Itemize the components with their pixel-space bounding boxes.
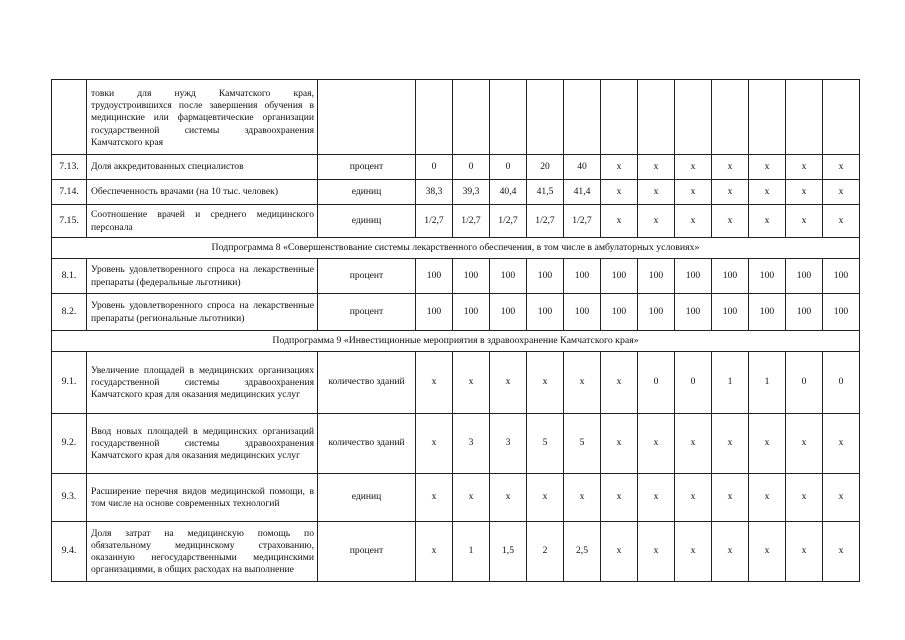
value-cell: 3 bbox=[490, 414, 527, 474]
row-number bbox=[52, 80, 87, 155]
value-cell: 41,5 bbox=[527, 180, 564, 205]
value-cell: 100 bbox=[416, 259, 453, 294]
value-cell: x bbox=[416, 414, 453, 474]
value-cell: 100 bbox=[601, 259, 638, 294]
value-cell: x bbox=[749, 414, 786, 474]
value-cell: x bbox=[823, 414, 860, 474]
value-cell: x bbox=[453, 474, 490, 522]
value-cell: x bbox=[712, 414, 749, 474]
table-row bbox=[52, 414, 860, 474]
value-cell: 100 bbox=[601, 294, 638, 331]
table-row bbox=[52, 352, 860, 414]
value-cell: x bbox=[675, 414, 712, 474]
value-cell: 100 bbox=[823, 259, 860, 294]
indicators-table bbox=[51, 79, 860, 582]
value-cell: 1/2,7 bbox=[564, 205, 601, 238]
value-cell: x bbox=[712, 522, 749, 582]
row-number: 7.14. bbox=[52, 180, 87, 205]
value-cell: 100 bbox=[786, 259, 823, 294]
value-cell: 0 bbox=[823, 352, 860, 414]
value-cell: 1/2,7 bbox=[490, 205, 527, 238]
value-cell: x bbox=[786, 414, 823, 474]
value-cell: x bbox=[416, 352, 453, 414]
value-cell: 0 bbox=[416, 155, 453, 180]
row-number: 9.2. bbox=[52, 414, 87, 474]
value-cell: x bbox=[823, 522, 860, 582]
value-cell: 38,3 bbox=[416, 180, 453, 205]
value-cell: 100 bbox=[675, 259, 712, 294]
value-cell: x bbox=[527, 474, 564, 522]
value-cell: x bbox=[712, 205, 749, 238]
value-cell: x bbox=[786, 522, 823, 582]
value-cell: x bbox=[786, 180, 823, 205]
value-cell: x bbox=[786, 474, 823, 522]
value-cell: 5 bbox=[564, 414, 601, 474]
value-cell bbox=[675, 80, 712, 155]
indicator-name: товки для нужд Камчатского края, трудоустроившихся после завершения обучения в медицинские или фармацевтические организации государственной системы здравоохранения Камчатского края bbox=[87, 80, 318, 155]
value-cell: 20 bbox=[527, 155, 564, 180]
value-cell: 100 bbox=[453, 294, 490, 331]
value-cell: 100 bbox=[712, 294, 749, 331]
value-cell: x bbox=[601, 352, 638, 414]
table-row bbox=[52, 474, 860, 522]
value-cell: x bbox=[638, 180, 675, 205]
value-cell: x bbox=[601, 180, 638, 205]
value-cell: x bbox=[823, 474, 860, 522]
indicator-name: Доля аккредитованных специалистов bbox=[87, 155, 318, 180]
value-cell: x bbox=[638, 155, 675, 180]
value-cell: x bbox=[675, 474, 712, 522]
unit-cell: количество зданий bbox=[318, 352, 416, 414]
value-cell: 100 bbox=[749, 259, 786, 294]
value-cell: x bbox=[490, 352, 527, 414]
indicator-name: Увеличение площадей в медицинских организациях государственной системы здравоохранения Камчатского края для оказания медицинских услуг bbox=[87, 352, 318, 414]
value-cell: 1 bbox=[712, 352, 749, 414]
value-cell: x bbox=[749, 474, 786, 522]
value-cell: 2 bbox=[527, 522, 564, 582]
value-cell: x bbox=[601, 522, 638, 582]
indicator-name: Уровень удовлетворенного спроса на лекарственные препараты (региональные льготники) bbox=[87, 294, 318, 331]
value-cell: x bbox=[675, 155, 712, 180]
value-cell bbox=[749, 80, 786, 155]
row-number: 8.1. bbox=[52, 259, 87, 294]
value-cell: x bbox=[601, 414, 638, 474]
value-cell: x bbox=[601, 155, 638, 180]
unit-cell: единиц bbox=[318, 474, 416, 522]
value-cell: 100 bbox=[527, 294, 564, 331]
value-cell bbox=[564, 80, 601, 155]
value-cell: 1/2,7 bbox=[453, 205, 490, 238]
value-cell: x bbox=[675, 522, 712, 582]
indicator-name: Ввод новых площадей в медицинских организаций государственной системы здравоохранения Камчатского края для оказания медицинских услуг bbox=[87, 414, 318, 474]
value-cell: 100 bbox=[490, 259, 527, 294]
indicator-name: Расширение перечня видов медицинской помощи, в том числе на основе современных технологий bbox=[87, 474, 318, 522]
value-cell bbox=[638, 80, 675, 155]
value-cell: 100 bbox=[564, 259, 601, 294]
value-cell: x bbox=[675, 205, 712, 238]
value-cell: x bbox=[823, 155, 860, 180]
value-cell: x bbox=[638, 205, 675, 238]
row-number: 7.15. bbox=[52, 205, 87, 238]
value-cell: x bbox=[786, 155, 823, 180]
table-row bbox=[52, 180, 860, 205]
value-cell bbox=[786, 80, 823, 155]
value-cell: 1 bbox=[749, 352, 786, 414]
value-cell: x bbox=[712, 180, 749, 205]
table-row bbox=[52, 294, 860, 331]
unit-cell: процент bbox=[318, 522, 416, 582]
value-cell: x bbox=[638, 474, 675, 522]
table-row bbox=[52, 155, 860, 180]
unit-cell: процент bbox=[318, 294, 416, 331]
value-cell bbox=[823, 80, 860, 155]
unit-cell: количество зданий bbox=[318, 414, 416, 474]
value-cell: 100 bbox=[490, 294, 527, 331]
unit-cell bbox=[318, 80, 416, 155]
value-cell: x bbox=[416, 474, 453, 522]
value-cell: 0 bbox=[490, 155, 527, 180]
value-cell: 100 bbox=[823, 294, 860, 331]
value-cell: x bbox=[638, 414, 675, 474]
table-row bbox=[52, 80, 860, 155]
value-cell: 0 bbox=[675, 352, 712, 414]
value-cell: 100 bbox=[564, 294, 601, 331]
value-cell: x bbox=[527, 352, 564, 414]
unit-cell: процент bbox=[318, 155, 416, 180]
table-row bbox=[52, 205, 860, 238]
value-cell: 100 bbox=[416, 294, 453, 331]
value-cell: 1 bbox=[453, 522, 490, 582]
value-cell: x bbox=[823, 205, 860, 238]
unit-cell: единиц bbox=[318, 180, 416, 205]
value-cell: x bbox=[823, 180, 860, 205]
value-cell: 3 bbox=[453, 414, 490, 474]
value-cell: x bbox=[786, 205, 823, 238]
value-cell bbox=[453, 80, 490, 155]
row-number: 9.1. bbox=[52, 352, 87, 414]
value-cell: 39,3 bbox=[453, 180, 490, 205]
value-cell: 0 bbox=[638, 352, 675, 414]
value-cell: x bbox=[490, 474, 527, 522]
table-row bbox=[52, 522, 860, 582]
subprogram-row bbox=[52, 238, 860, 259]
value-cell: x bbox=[712, 155, 749, 180]
value-cell: 100 bbox=[638, 259, 675, 294]
value-cell: 40,4 bbox=[490, 180, 527, 205]
value-cell: 2,5 bbox=[564, 522, 601, 582]
value-cell: 1/2,7 bbox=[416, 205, 453, 238]
value-cell: x bbox=[675, 180, 712, 205]
subprogram-title: Подпрограмма 9 «Инвестиционные мероприятия в здравоохранение Камчатского края» bbox=[52, 331, 860, 352]
value-cell: x bbox=[749, 155, 786, 180]
value-cell: 0 bbox=[453, 155, 490, 180]
value-cell: 41,4 bbox=[564, 180, 601, 205]
value-cell: 100 bbox=[675, 294, 712, 331]
value-cell: 1/2,7 bbox=[527, 205, 564, 238]
subprogram-title: Подпрограмма 8 «Совершенствование системы лекарственного обеспечения, в том числе в амбулаторных условиях» bbox=[52, 238, 860, 259]
value-cell bbox=[490, 80, 527, 155]
value-cell: x bbox=[453, 352, 490, 414]
indicator-name: Уровень удовлетворенного спроса на лекарственные препараты (федеральные льготники) bbox=[87, 259, 318, 294]
row-number: 7.13. bbox=[52, 155, 87, 180]
value-cell: 0 bbox=[786, 352, 823, 414]
indicator-name: Доля затрат на медицинскую помощь по обязательному медицинскому страхованию, оказанную негосударственными медицинскими организациями, в общих расходах на выполнение bbox=[87, 522, 318, 582]
value-cell: 40 bbox=[564, 155, 601, 180]
row-number: 9.3. bbox=[52, 474, 87, 522]
value-cell: 100 bbox=[712, 259, 749, 294]
value-cell bbox=[527, 80, 564, 155]
value-cell: x bbox=[564, 352, 601, 414]
value-cell: 1,5 bbox=[490, 522, 527, 582]
value-cell bbox=[712, 80, 749, 155]
value-cell bbox=[416, 80, 453, 155]
value-cell: x bbox=[749, 205, 786, 238]
value-cell: x bbox=[712, 474, 749, 522]
value-cell: 100 bbox=[749, 294, 786, 331]
value-cell: 100 bbox=[527, 259, 564, 294]
unit-cell: единиц bbox=[318, 205, 416, 238]
value-cell: 100 bbox=[786, 294, 823, 331]
value-cell: 100 bbox=[453, 259, 490, 294]
indicator-name: Обеспеченность врачами (на 10 тыс. человек) bbox=[87, 180, 318, 205]
value-cell: x bbox=[601, 205, 638, 238]
table-row bbox=[52, 259, 860, 294]
subprogram-row bbox=[52, 331, 860, 352]
value-cell: x bbox=[601, 474, 638, 522]
value-cell: x bbox=[749, 522, 786, 582]
value-cell: 5 bbox=[527, 414, 564, 474]
indicator-name: Соотношение врачей и среднего медицинского персонала bbox=[87, 205, 318, 238]
row-number: 9.4. bbox=[52, 522, 87, 582]
value-cell bbox=[601, 80, 638, 155]
row-number: 8.2. bbox=[52, 294, 87, 331]
value-cell: x bbox=[416, 522, 453, 582]
unit-cell: процент bbox=[318, 259, 416, 294]
value-cell: x bbox=[749, 180, 786, 205]
value-cell: x bbox=[564, 474, 601, 522]
value-cell: x bbox=[638, 522, 675, 582]
value-cell: 100 bbox=[638, 294, 675, 331]
